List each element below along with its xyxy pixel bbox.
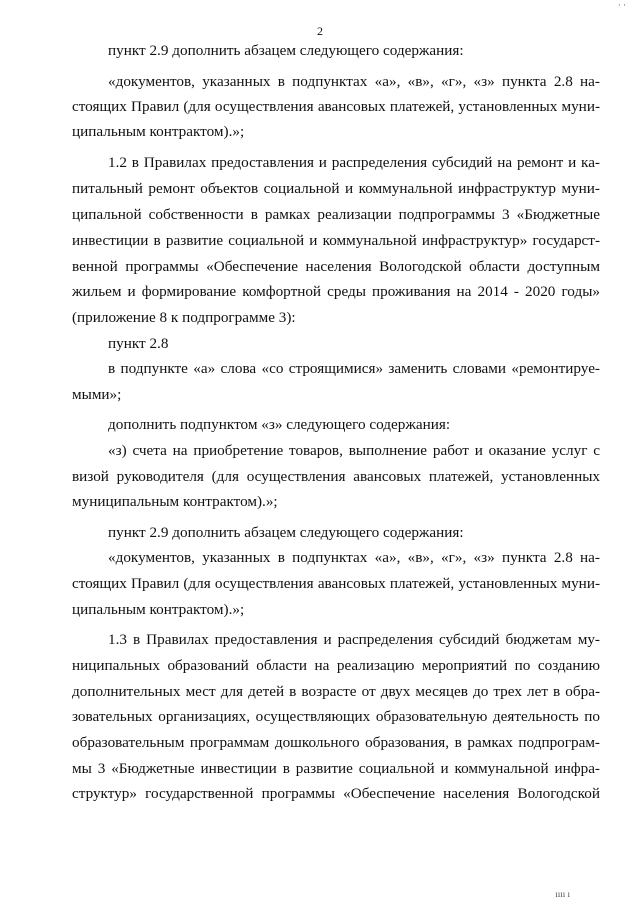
text-line: ципальной собственности в рамках реализации подпрограммы 3 «Бюджетные — [72, 206, 600, 223]
text-line: венной программы «Обеспечение населения Вологодской области доступным — [72, 258, 600, 275]
text-line: дополнить подпунктом «з» следующего содержания: — [108, 416, 451, 433]
text-line: мы 3 «Бюджетные инвестиции в развитие социальной и коммунальной инфра- — [72, 760, 600, 777]
text-line: дополнительных мест для детей в возрасте от двух месяцев до трех лет в обра- — [72, 683, 600, 700]
text-line: образовательным программам дошкольного образования, в рамках подпрограм- — [72, 734, 600, 751]
text-line: мыми»; — [72, 386, 122, 403]
text-line: пункт 2.8 — [108, 335, 169, 352]
text-line: (приложение 8 к подпрограмме 3): — [72, 309, 296, 326]
text-line: питальный ремонт объектов социальной и коммунальной инфраструктур муни- — [72, 180, 600, 197]
text-line: «документов, указанных в подпунктах «а», «в», «г», «з» пункта 2.8 на- — [108, 73, 600, 90]
scan-mark-top: · · — [617, 0, 626, 10]
text-line: муниципальным контрактом).»; — [72, 493, 278, 510]
text-line: визой руководителя (для осуществления авансовых платежей, установленных — [72, 468, 600, 485]
text-line: ципальным контрактом).»; — [72, 601, 245, 618]
text-line: структур» государственной программы «Обеспечение населения Вологодской — [72, 785, 600, 802]
text-line: 1.3 в Правилах предоставления и распределения субсидий бюджетам му- — [108, 631, 600, 648]
text-line: жильем и формирование комфортной среды проживания на 2014 - 2020 годы» — [72, 283, 600, 300]
text-line: в подпункте «а» слова «со строящимися» заменить словами «ремонтируе- — [108, 360, 600, 377]
text-line: инвестиции в развитие социальной и коммунальной инфраструктур» государст- — [72, 232, 600, 249]
text-line: зовательных организациях, осуществляющих образовательную деятельность по — [72, 708, 600, 725]
scan-mark-bottom: ıııı ı — [555, 889, 570, 899]
text-line: ципальным контрактом).»; — [72, 123, 245, 140]
text-line: «з) счета на приобретение товаров, выполнение работ и оказание услуг с — [108, 442, 600, 459]
text-line: «документов, указанных в подпунктах «а», «в», «г», «з» пункта 2.8 на- — [108, 549, 600, 566]
text-line: стоящих Правил (для осуществления авансовых платежей, установленных муни- — [72, 98, 600, 115]
text-line: пункт 2.9 дополнить абзацем следующего содержания: — [108, 524, 464, 541]
text-line: ниципальных образований области на реализацию мероприятий по созданию — [72, 657, 600, 674]
text-line: 1.2 в Правилах предоставления и распределения субсидий на ремонт и ка- — [108, 154, 600, 171]
text-line: стоящих Правил (для осуществления авансовых платежей, установленных муни- — [72, 575, 600, 592]
page-number: 2 — [317, 24, 323, 38]
text-line: пункт 2.9 дополнить абзацем следующего содержания: — [108, 42, 464, 59]
